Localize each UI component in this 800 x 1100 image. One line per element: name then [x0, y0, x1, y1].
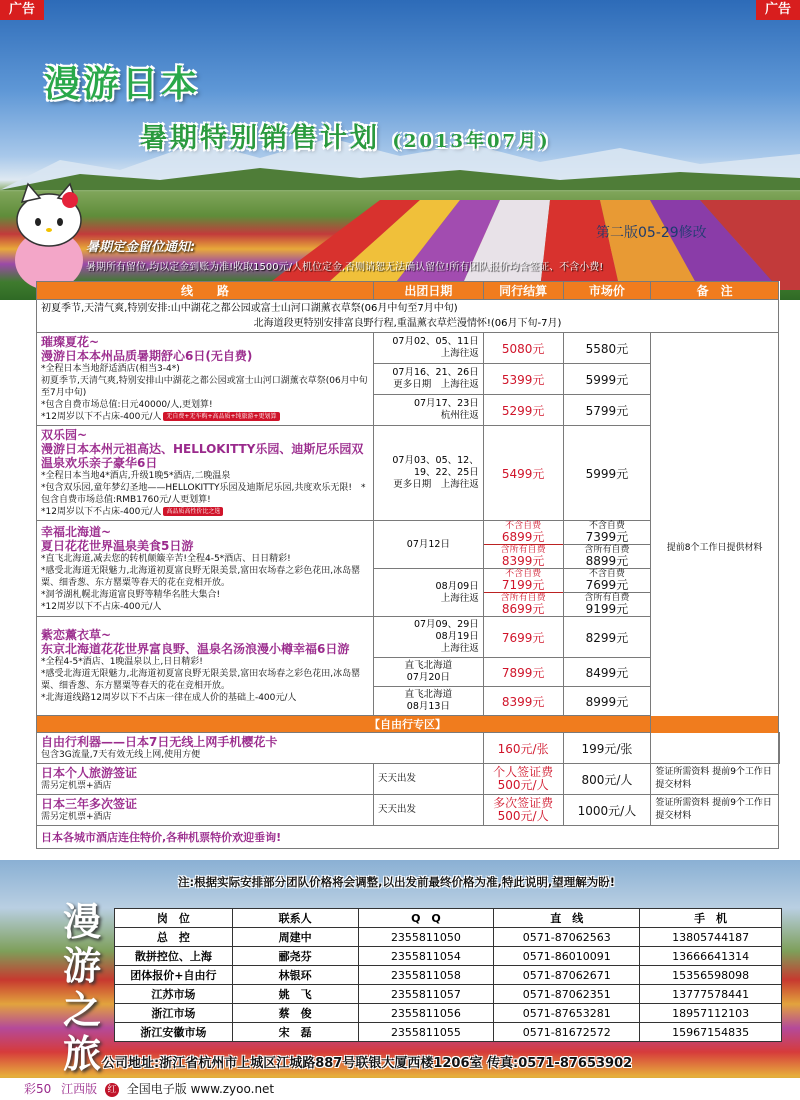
- route-1: [37, 333, 374, 426]
- self-item-3: [37, 795, 374, 826]
- col-route: 线 路: [37, 282, 374, 300]
- deposit-notice-text: 暑期所有留位,均以定金到账为准!收取1500元/人机位定金,否则请恕无法确认留位!所有团队报价均含签证、不含小费!: [86, 262, 604, 273]
- route-3-market-2: [563, 569, 651, 617]
- flower-field: [260, 180, 800, 290]
- subtitle: [140, 116, 551, 155]
- edition-label: 江西版: [61, 1082, 98, 1096]
- self-item-1-title: 自由行利器——日本7日无线上网手机樱花卡: [41, 735, 278, 749]
- route-4-trade-1: 7699元: [483, 617, 563, 658]
- hello-kitty-image: [4, 180, 94, 290]
- route-2-market-1: 5999元: [563, 426, 651, 521]
- contact-row: [115, 947, 782, 966]
- route-3-market-1-opt2-label: 含所有自费: [584, 545, 630, 555]
- route-3-trade-1-opt1-label: 不含自费: [505, 521, 542, 531]
- col-market-price: 市场价: [563, 282, 651, 300]
- ad-label-right: 广告: [756, 0, 800, 20]
- route-1-date-2: 07月16、21、26日 更多日期 上海往返: [374, 364, 484, 395]
- route-1-market-2: 5999元: [563, 364, 651, 395]
- route-4: [37, 617, 374, 716]
- route-1-line-4: [41, 411, 369, 423]
- route-1-badge: 无自费+无车购+高品质+纯旅游+更划算: [163, 412, 279, 421]
- route-4-title: 紫恋薰衣草~ 东京北海道花花世界富良野、温泉名汤浪漫小樽幸福6日游: [41, 628, 350, 656]
- contact-qq: 2355811054: [358, 947, 494, 966]
- route-3-market-2-opt2: 9199元: [585, 602, 629, 616]
- self-item-1-note: [779, 733, 780, 764]
- route-3-trade-1-opt2: 8399元: [501, 554, 545, 568]
- col-date: 出团日期: [374, 282, 484, 300]
- contact-phone: 0571-87062671: [494, 966, 640, 985]
- self-item-2-body: 需另定机票+酒店: [41, 781, 112, 791]
- contact-qq: 2355811050: [358, 928, 494, 947]
- route-3-market-1-opt1-label: 不含自费: [588, 521, 625, 531]
- self-item-2-trade: 个人签证费 500元/人: [483, 764, 563, 795]
- route-3-market-2-opt1-label: 不含自费: [588, 569, 625, 579]
- contacts-header-row: [115, 909, 782, 928]
- self-travel-section-title: 【自由行专区】: [37, 716, 779, 733]
- contact-role: 浙江市场: [115, 1004, 233, 1023]
- contact-phone: 0571-87062351: [494, 985, 640, 1004]
- ad-label-left: 广告: [0, 0, 44, 20]
- contact-mobile: 15967154835: [640, 1023, 782, 1042]
- route-1-trade-1: 5080元: [483, 333, 563, 364]
- self-item-2: [37, 764, 374, 795]
- route-3-trade-2-opt2-label: 含所有自费: [500, 593, 546, 603]
- route-3: [37, 521, 374, 617]
- shared-note: 提前8个工作日提供材料: [651, 333, 779, 764]
- route-3-trade-1-opt2-label: 含所有自费: [500, 545, 546, 555]
- contact-role: 江苏市场: [115, 985, 233, 1004]
- self-item-3-note: 签证所需资料 提前9个工作日提交材料: [651, 795, 779, 826]
- route-4-line-3: *北海道线路12周岁以下不占床一律在成人价的基础上-400元/人: [41, 693, 297, 703]
- self-item-3-title: 日本三年多次签证: [41, 797, 138, 811]
- contact-qq: 2355811058: [358, 966, 494, 985]
- contact-row: [115, 1023, 782, 1042]
- contact-name: 周建中: [232, 928, 358, 947]
- route-3-market-2-opt2-label: 含所有自费: [584, 593, 630, 603]
- route-3-market-1-opt2: 8899元: [585, 554, 629, 568]
- route-1-market-3: 5799元: [563, 395, 651, 426]
- self-item-3-date: 天天出发: [374, 795, 484, 826]
- contact-mobile: 13666641314: [640, 947, 782, 966]
- self-item-2-date: 天天出发: [374, 764, 484, 795]
- route-1-line-1: *全程日本当地舒适酒店(相当3-4*): [41, 364, 180, 374]
- side-title: 漫游之旅: [62, 899, 101, 1076]
- contact-mobile: 13777578441: [640, 985, 782, 1004]
- route-1-trade-3: 5299元: [483, 395, 563, 426]
- route-3-line-1: *直飞北海道,减去您的转机颠簸辛苦!全程4-5*酒店、日日精彩!: [41, 553, 291, 564]
- contact-role: 浙江安徽市场: [115, 1023, 233, 1042]
- self-item-2-title: 日本个人旅游签证: [41, 766, 138, 780]
- route-3-trade-2-opt1-label: 不含自费: [505, 569, 542, 579]
- route-3-trade-1-opt1: 6899元: [484, 531, 563, 545]
- deposit-notice-heading: 暑期定金留位通知:: [86, 240, 196, 255]
- col-note: 备 注: [651, 282, 779, 300]
- self-item-1-trade: 160元/张: [483, 733, 563, 764]
- route-2-line-2: *包含双乐园,童年梦幻圣地——HELLOKITTY乐园及迪斯尼乐园,共度欢乐无限! *包含自费市场总值:RMB1760元/人更划算!: [41, 483, 366, 505]
- self-item-1-body: 包含3G流量,7天有效无线上网,使用方便: [41, 750, 201, 760]
- route-2-date-1: 07月03、05、12、 19、22、25日 更多日期 上海往返: [374, 426, 484, 521]
- contact-name: 姚 飞: [232, 985, 358, 1004]
- route-1-line-3: *包含自费市场总值:日元40000/人,更划算!: [41, 400, 213, 410]
- contact-phone: 0571-87653281: [494, 1004, 640, 1023]
- route-3-market-2-opt1: 7699元: [564, 579, 651, 593]
- route-2: [37, 426, 374, 521]
- publisher-logo-icon: 红: [105, 1083, 119, 1097]
- intro-row: [37, 300, 780, 333]
- subtitle-date: (2013年07月): [392, 131, 551, 152]
- pricing-table: [36, 281, 780, 849]
- contacts-col-qq: Q Q: [358, 909, 494, 928]
- route-2-line-1: *全程日本当地4*酒店,升级1晚5*酒店,二晚温泉: [41, 471, 231, 481]
- contact-phone: 0571-81672572: [494, 1023, 640, 1042]
- contact-role: 散拼控位、上海: [115, 947, 233, 966]
- route-4-line-1: *全程4-5*酒店、1晚温泉以上,日日精彩!: [41, 657, 203, 667]
- route-1-date-1: 07月02、05、11日 上海往返: [374, 333, 484, 364]
- contact-name: 蔡 俊: [232, 1004, 358, 1023]
- route-1-trade-2: 5399元: [483, 364, 563, 395]
- hotel-footer-row: [37, 826, 780, 849]
- page-number: 彩50: [24, 1082, 52, 1096]
- self-item-3-market: 1000元/人: [563, 795, 651, 826]
- col-trade-price: 同行结算: [483, 282, 563, 300]
- route-2-badge: 高品质高性价比之选: [163, 507, 223, 516]
- hotel-flight-promo: 日本各城市酒店连住特价,各种机票特价欢迎垂询!: [37, 826, 779, 849]
- route-3-market-1: [563, 521, 651, 569]
- route-3-trade-2-opt2: 8699元: [501, 602, 545, 616]
- contact-mobile: 18957112103: [640, 1004, 782, 1023]
- route-3-date-1: 07月12日: [374, 521, 484, 569]
- contact-name: 林银环: [232, 966, 358, 985]
- route-2-title: 双乐园~ 漫游日本本州元祖高达、HELLOKITTY乐园、迪斯尼乐园双温泉欢乐亲子豪华6日: [41, 428, 364, 470]
- route-4-line-2: *感受北海道无限魅力,北海道初夏富良野无限美景,富田农场春之彩色花田,冰岛罂粟、细香葱、东方罂粟等春天的花在竞相开放。: [41, 669, 361, 691]
- route-1-title: 璀璨夏花~ 漫游日本本州品质暑期舒心6日(无自费): [41, 335, 253, 363]
- route-3-trade-2: [483, 569, 563, 617]
- route-1-market-1: 5580元: [563, 333, 651, 364]
- route-4-market-2: 8499元: [563, 658, 651, 687]
- self-item-1-market: 199元/张: [563, 733, 651, 764]
- route-2-trade-1: 5499元: [483, 426, 563, 521]
- self-item-1: [37, 733, 484, 764]
- contact-qq: 2355811057: [358, 985, 494, 1004]
- route-3-line-2: *感受北海道无限魅力,北海道初夏富良野无限美景,富田农场春之彩色花田,冰岛罂粟、细香葱、东方罂粟等春天的花在竞相开放。: [41, 565, 361, 588]
- contact-row: [115, 928, 782, 947]
- route-2-line-3-text: *12周岁以下不占床-400元/人: [41, 507, 162, 517]
- contact-role: 总 控: [115, 928, 233, 947]
- contacts-table: [114, 908, 782, 1042]
- self-item-2-market: 800元/人: [563, 764, 651, 795]
- edition-note: 第二版05-29修改: [596, 225, 707, 241]
- route-3-line-4: *12周岁以下不占床-400元/人: [41, 601, 162, 612]
- self-item-3-row: [37, 795, 780, 826]
- self-item-3-body: 需另定机票+酒店: [41, 812, 112, 822]
- intro-line-1: 初夏季节,天清气爽,特别安排:山中湖花之都公园或富士山河口湖薰衣草祭(06月中旬至7月中旬): [41, 303, 458, 314]
- contacts-col-phone: 直 线: [494, 909, 640, 928]
- route-1-line-4-text: *12周岁以下不占床-400元/人: [41, 412, 162, 422]
- route-4-date-2: 直飞北海道 07月20日: [374, 658, 484, 687]
- contacts-col-role: 岗 位: [115, 909, 233, 928]
- contact-phone: 0571-87062563: [494, 928, 640, 947]
- self-item-2-note: 签证所需资料 提前9个工作日提交材料: [651, 764, 779, 795]
- route-1-date-3: 07月17、23日 杭州往返: [374, 395, 484, 426]
- route-3-trade-1: [483, 521, 563, 569]
- route-3-date-2: 08月09日 上海往返: [374, 569, 484, 617]
- contacts-col-mobile: 手 机: [640, 909, 782, 928]
- company-address: 公司地址:浙江省杭州市上城区江城路887号联银大厦西楼1206室 传真:0571-87653902: [102, 1056, 633, 1071]
- route-4-date-3: 直飞北海道 08月13日: [374, 687, 484, 716]
- contact-name: 郦尧芬: [232, 947, 358, 966]
- main-title: 漫游日本: [44, 63, 201, 105]
- subtitle-text: 暑期特别销售计划: [140, 123, 380, 154]
- contact-row: [115, 966, 782, 985]
- self-item-3-trade: 多次签证费 500元/人: [483, 795, 563, 826]
- route-3-title: 幸福北海道~ 夏日花花世界温泉美食5日游: [41, 524, 194, 553]
- route-1-line-2: 初夏季节,天清气爽,特别安排山中湖花之都公园或富士山河口湖薰衣草祭(06月中旬至7月中旬): [41, 376, 368, 398]
- self-travel-section-row: [37, 716, 780, 733]
- contact-mobile: 13805744187: [640, 928, 782, 947]
- route-1-row-1: [37, 333, 780, 364]
- website-link[interactable]: 全国电子版 www.zyoo.net: [126, 1082, 275, 1096]
- price-disclaimer: 注:根据实际安排部分团队价格将会调整,以出发前最终价格为准,特此说明,望理解为盼!: [178, 875, 615, 889]
- contact-phone: 0571-86010091: [494, 947, 640, 966]
- intro-line-2: 北海道段更特别安排富良野行程,重温薰衣草烂漫情怀!(06月下旬-7月): [253, 318, 562, 329]
- contact-name: 宋 磊: [232, 1023, 358, 1042]
- self-item-2-row: [37, 764, 780, 795]
- contact-role: 团体报价+自由行: [115, 966, 233, 985]
- contact-qq: 2355811056: [358, 1004, 494, 1023]
- contact-qq: 2355811055: [358, 1023, 494, 1042]
- route-3-trade-2-opt1: 7199元: [484, 579, 563, 593]
- contact-row: [115, 1004, 782, 1023]
- route-3-line-3: *洞爷湖札幌北海道富良野等精华名胜大集合!: [41, 589, 221, 600]
- route-2-line-3: [41, 506, 369, 518]
- route-4-trade-2: 7899元: [483, 658, 563, 687]
- pricing-header-row: [37, 282, 780, 300]
- contacts-col-name: 联系人: [232, 909, 358, 928]
- route-4-trade-3: 8399元: [483, 687, 563, 716]
- route-4-market-3: 8999元: [563, 687, 651, 716]
- route-4-date-1: 07月09、29日 08月19日 上海往返: [374, 617, 484, 658]
- contact-row: [115, 985, 782, 1004]
- bottom-bar: [0, 1078, 800, 1100]
- contact-mobile: 15356598098: [640, 966, 782, 985]
- route-4-market-1: 8299元: [563, 617, 651, 658]
- route-3-market-1-opt1: 7399元: [564, 531, 651, 545]
